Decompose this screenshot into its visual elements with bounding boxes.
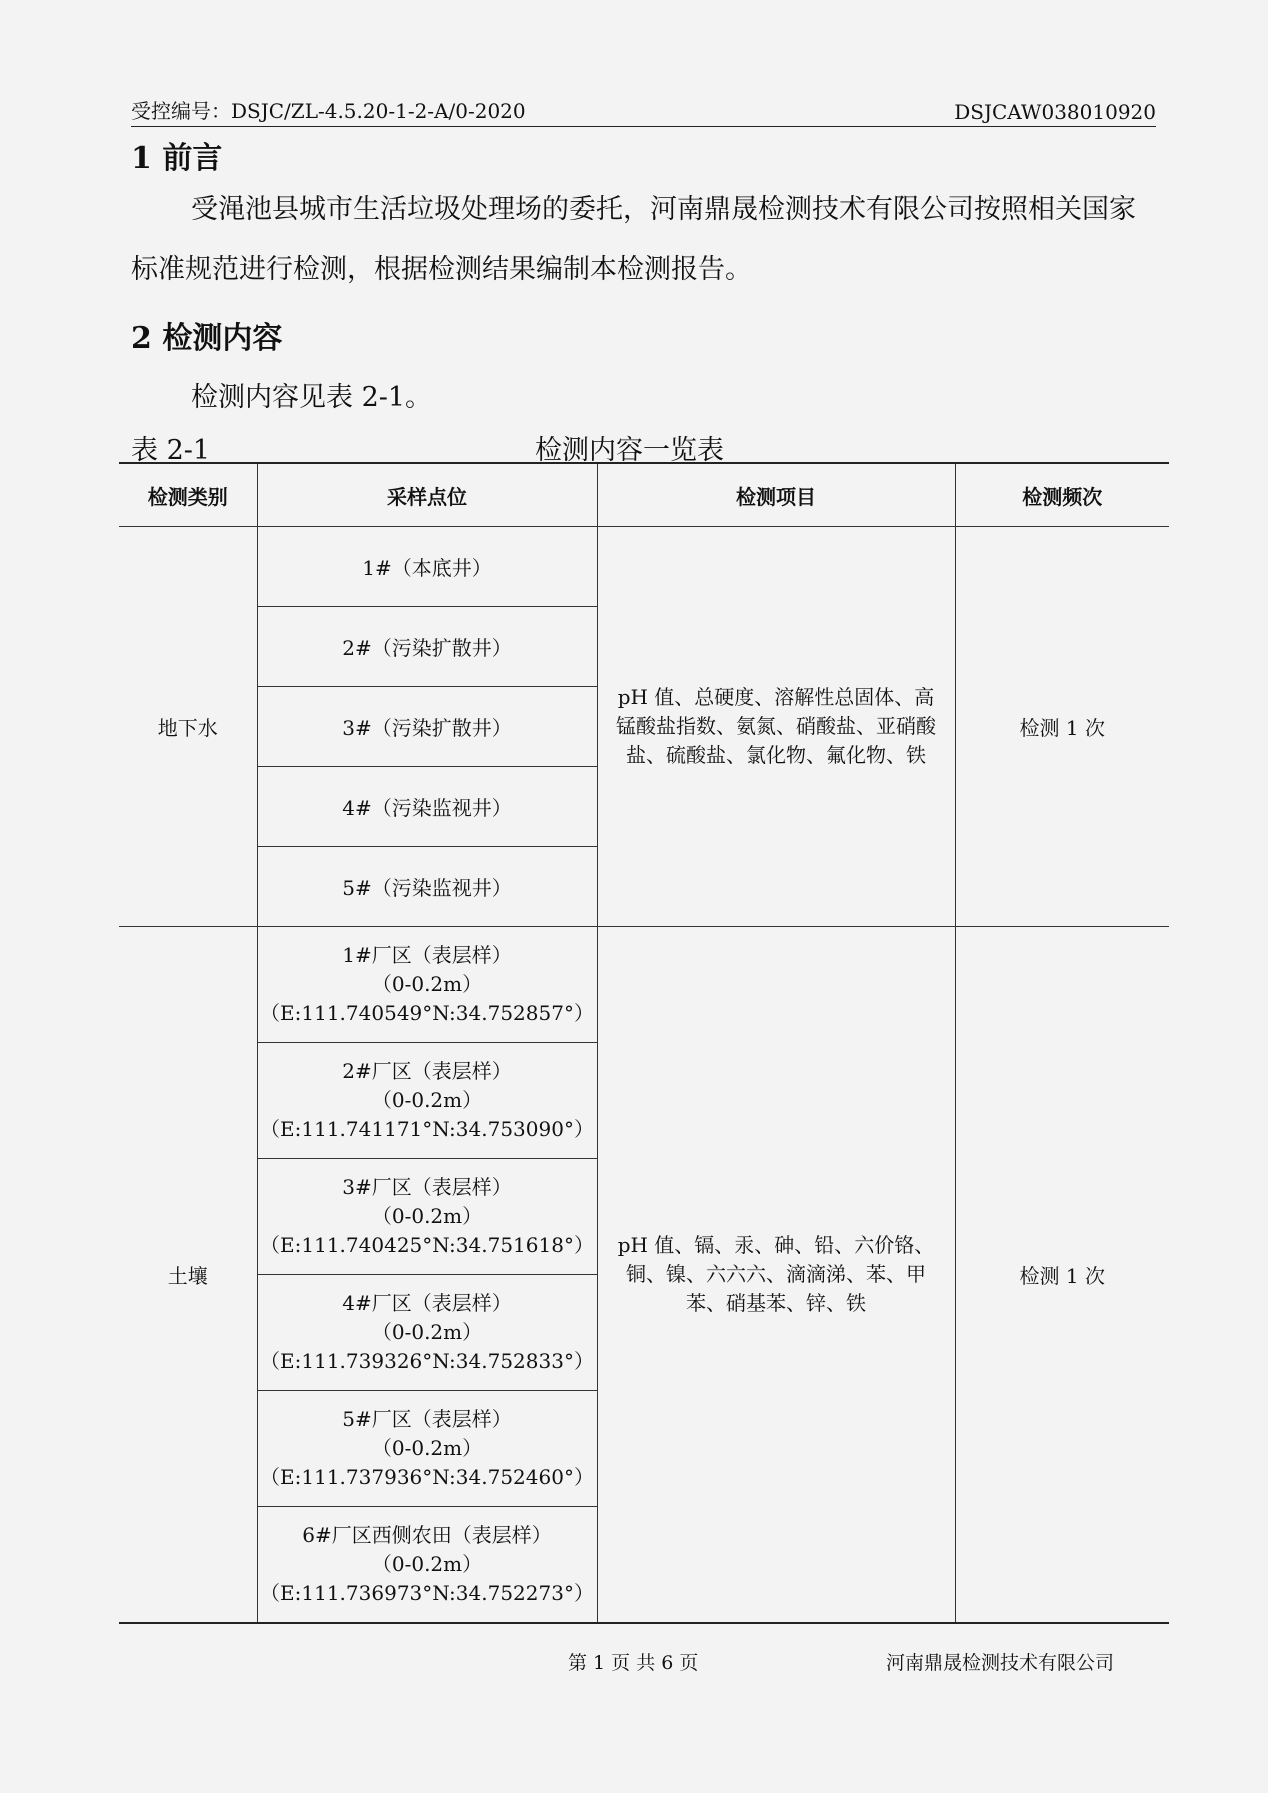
- point-coord: （E:111.736973°N:34.752273°）: [260, 1581, 594, 1605]
- footer-company: 河南鼎晟检测技术有限公司: [886, 1652, 1115, 1674]
- sampling-point: 1#（本底井）: [257, 527, 597, 607]
- point-depth: （0-0.2m）: [371, 1552, 483, 1576]
- table-label: 表 2-1: [131, 435, 211, 466]
- col-header: 采样点位: [257, 463, 597, 527]
- point-depth: （0-0.2m）: [371, 1204, 483, 1228]
- point-name: 5#厂区（表层样）: [342, 1407, 512, 1431]
- sampling-point: 2#（污染扩散井）: [257, 607, 597, 687]
- sampling-point: 4#（污染监视井）: [257, 767, 597, 847]
- point-depth: （0-0.2m）: [371, 972, 483, 996]
- point-depth: （0-0.2m）: [371, 1088, 483, 1112]
- page-number: 第 1 页 共 6 页: [568, 1652, 699, 1674]
- point-coord: （E:111.741171°N:34.753090°）: [260, 1117, 594, 1141]
- detection-content-table: [119, 462, 1169, 1624]
- section-2-text: 检测内容见表 2-1。: [191, 382, 433, 413]
- table-row: [119, 527, 1169, 607]
- control-number: 受控编号：DSJC/ZL-4.5.20-1-2-A/0-2020: [131, 99, 526, 123]
- frequency-cell: 检测 1 次: [955, 927, 1169, 1624]
- sampling-point: [257, 1159, 597, 1275]
- section-1-title: 1 前言: [131, 141, 223, 176]
- sampling-point: [257, 1275, 597, 1391]
- sampling-point: [257, 1391, 597, 1507]
- sampling-point: 3#（污染扩散井）: [257, 687, 597, 767]
- table-header-row: [119, 463, 1169, 527]
- test-items: pH 值、镉、汞、砷、铅、六价铬、铜、镍、六六六、滴滴涕、苯、甲苯、硝基苯、锌、铁: [597, 927, 955, 1624]
- col-header: 检测频次: [955, 463, 1169, 527]
- point-name: 6#厂区西侧农田（表层样）: [302, 1523, 552, 1547]
- test-items: pH 值、总硬度、溶解性总固体、高锰酸盐指数、氨氮、硝酸盐、亚硝酸盐、硫酸盐、氯化物、氟化物、铁: [597, 527, 955, 927]
- sampling-point: 5#（污染监视井）: [257, 847, 597, 927]
- point-coord: （E:111.740425°N:34.751618°）: [260, 1233, 594, 1257]
- point-coord: （E:111.739326°N:34.752833°）: [260, 1349, 594, 1373]
- sampling-point: [257, 927, 597, 1043]
- point-name: 3#厂区（表层样）: [342, 1175, 512, 1199]
- point-name: 1#厂区（表层样）: [342, 943, 512, 967]
- point-depth: （0-0.2m）: [371, 1320, 483, 1344]
- category-cell: 土壤: [119, 927, 257, 1624]
- section-2-title: 2 检测内容: [131, 321, 283, 356]
- frequency-cell: 检测 1 次: [955, 527, 1169, 927]
- point-depth: （0-0.2m）: [371, 1436, 483, 1460]
- col-header: 检测类别: [119, 463, 257, 527]
- sampling-point: [257, 1043, 597, 1159]
- point-name: 4#厂区（表层样）: [342, 1291, 512, 1315]
- table-caption: 检测内容一览表: [535, 435, 724, 466]
- point-coord: （E:111.740549°N:34.752857°）: [260, 1001, 594, 1025]
- sampling-point: [257, 1507, 597, 1624]
- table-row: [119, 927, 1169, 1043]
- point-name: 2#厂区（表层样）: [342, 1059, 512, 1083]
- page-header: [131, 96, 1156, 127]
- point-coord: （E:111.737936°N:34.752460°）: [260, 1465, 594, 1489]
- report-number: DSJCAW038010920: [954, 100, 1156, 124]
- section-1-text: 受渑池县城市生活垃圾处理场的委托，河南鼎晟检测技术有限公司按照相关国家标准规范进行检测，根据检测结果编制本检测报告。: [131, 194, 1136, 285]
- col-header: 检测项目: [597, 463, 955, 527]
- category-cell: 地下水: [119, 527, 257, 927]
